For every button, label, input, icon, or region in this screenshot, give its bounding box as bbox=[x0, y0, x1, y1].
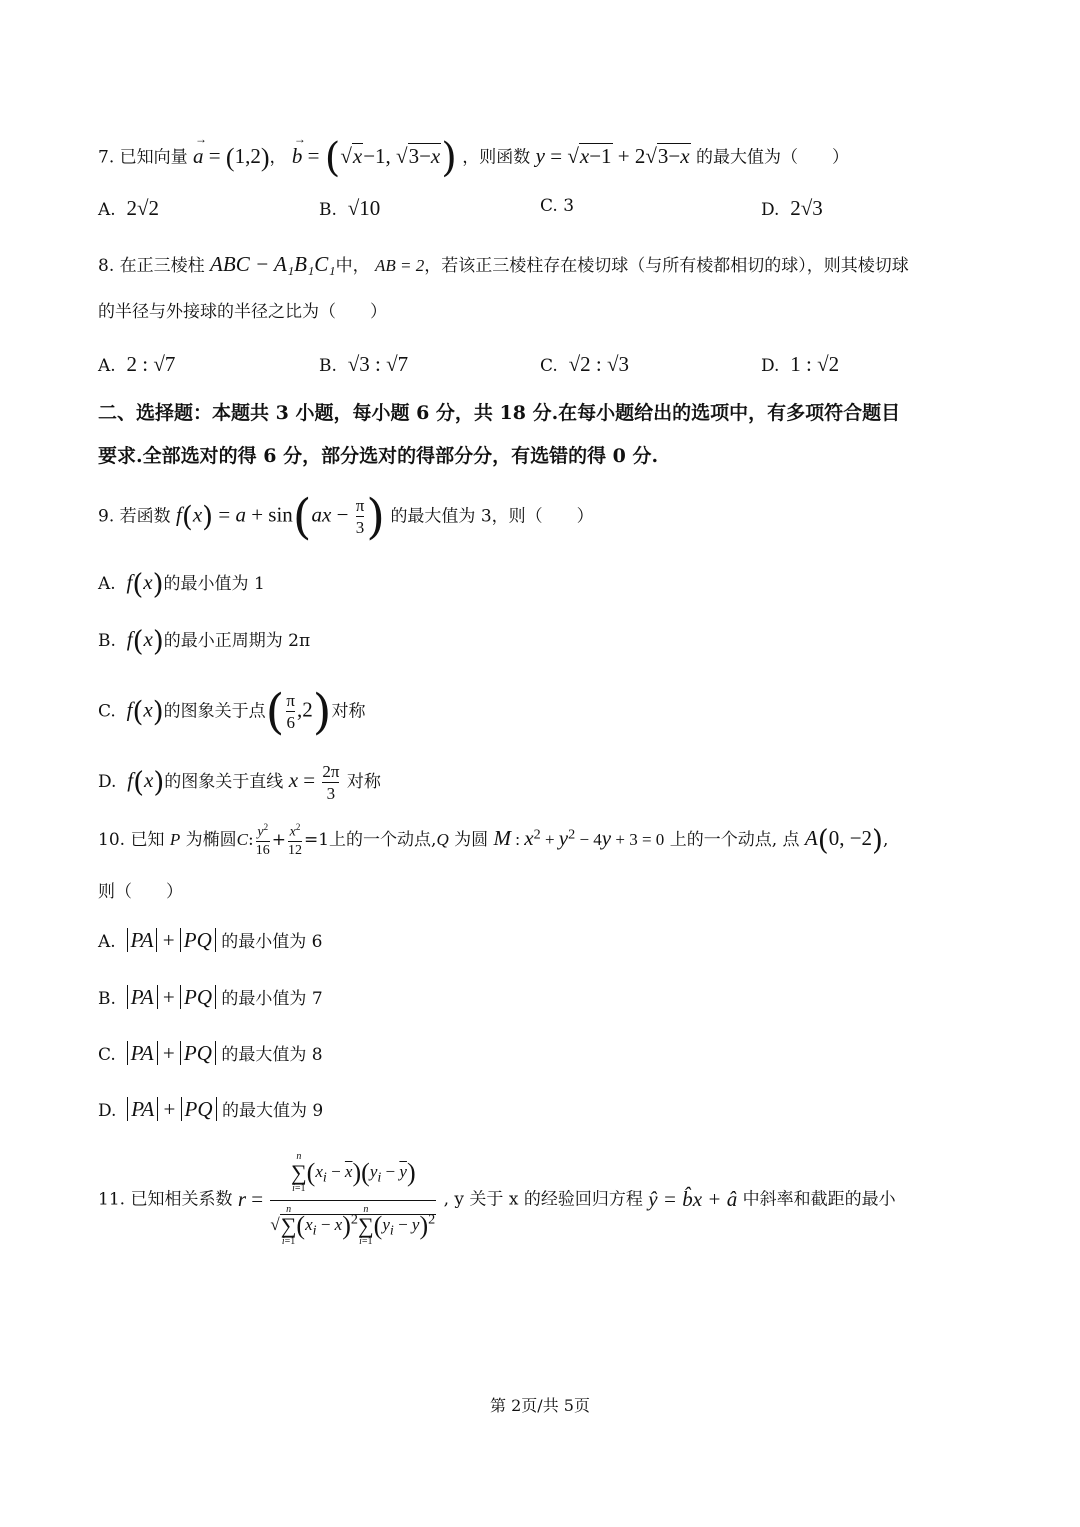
question-text: 为圆 bbox=[454, 829, 489, 850]
q9-option-b[interactable]: B. f(x)的最小正周期为 2π bbox=[98, 624, 311, 658]
question-number: 8. bbox=[98, 256, 115, 276]
option-value: 2√2 bbox=[126, 196, 160, 220]
option-text: 的最大值为 9 bbox=[221, 1101, 324, 1121]
q10-option-a[interactable]: A. PA + PQ 的最小值为 6 bbox=[98, 928, 323, 952]
option-label: B. bbox=[319, 356, 337, 376]
question-text: 的最大值为（ ） bbox=[696, 147, 849, 168]
option-value: √2 : √3 bbox=[568, 352, 630, 376]
question-text: 中斜率和截距的最小 bbox=[742, 1189, 896, 1210]
option-value: 2 : √7 bbox=[126, 352, 176, 376]
question-text: 若函数 bbox=[119, 506, 171, 527]
edge-length: AB = 2 bbox=[374, 256, 425, 275]
option-label: C. bbox=[98, 701, 116, 722]
question-text: 则（ ） bbox=[98, 882, 183, 902]
option-label: A. bbox=[98, 356, 116, 376]
question-8-line-2 bbox=[98, 302, 387, 322]
question-text: 已知向量 bbox=[119, 147, 188, 168]
q7-option-d[interactable] bbox=[761, 196, 823, 221]
option-label: B. bbox=[319, 200, 337, 220]
question-text: 中， bbox=[335, 256, 370, 276]
question-text: ，若该正三棱柱存在棱切球（与所有棱都相切的球），则其棱切球 bbox=[424, 256, 909, 276]
option-value: 3 bbox=[563, 196, 575, 216]
option-text: 的图象关于直线 bbox=[164, 772, 284, 793]
option-value: 1 : √2 bbox=[790, 352, 840, 376]
correlation-formula: n ∑ i=1 $(x_i - \overline{x})(y_i - \overline{y})$ √ n ∑ i=1 $(x_i - \overline{x})^2$ n ∑ i=1 $(y_i - \overline{y})^2$ bbox=[270, 1151, 436, 1247]
option-text: 的最小正周期为 2π bbox=[163, 631, 311, 651]
vector-a: a → bbox=[193, 131, 208, 168]
option-label: C. bbox=[540, 356, 558, 376]
option-text: 的图象关于点 bbox=[163, 701, 266, 722]
q7-option-c[interactable] bbox=[540, 196, 574, 216]
option-label: A. bbox=[98, 574, 116, 594]
q10-option-d[interactable]: D. PA + PQ 的最大值为 9 bbox=[98, 1097, 324, 1121]
option-text: 的最小值为 7 bbox=[221, 989, 323, 1009]
question-10: 10. 已知 P 为椭圆C: $\frac{y^2}{16}$ + $\frac{x^2}{12}$ =1上的一个动点,Q 为圆 M : $x^2 + y^2 - 4y + 3 = 0$ 上的一个动点, 点 A(0, −2), bbox=[98, 822, 889, 858]
option-text: 的最小值为 6 bbox=[221, 932, 323, 952]
question-8 bbox=[98, 252, 909, 277]
question-text: 上的一个动点, 点 bbox=[669, 829, 800, 850]
option-value: 2√3 bbox=[790, 196, 823, 220]
question-10-line-2 bbox=[98, 882, 183, 902]
option-text: 对称 bbox=[331, 701, 366, 722]
option-label: D. bbox=[761, 356, 780, 376]
question-text: 的半径与外接球的半径之比为（ ） bbox=[98, 302, 387, 322]
q8-option-d[interactable] bbox=[761, 352, 839, 377]
q9-option-c[interactable]: C. f(x)的图象关于点( $\frac{\pi}{6}$ ,2)对称 bbox=[98, 684, 366, 740]
prism-name: ABC − A₁B₁C₁ bbox=[210, 252, 336, 276]
q7-option-b[interactable] bbox=[319, 196, 380, 221]
question-text: 上的一个动点, bbox=[329, 829, 437, 850]
option-text: 对称 bbox=[346, 772, 381, 793]
question-number: 7. bbox=[98, 147, 115, 168]
option-label: D. bbox=[761, 200, 780, 220]
option-label: B. bbox=[98, 989, 116, 1009]
option-label: D. bbox=[98, 772, 117, 793]
question-number: 10. bbox=[98, 829, 126, 850]
question-number: 9. bbox=[98, 506, 115, 527]
question-text: 为椭圆 bbox=[185, 829, 237, 850]
q9-option-a[interactable]: A. f(x)的最小值为 1 bbox=[98, 567, 265, 601]
q8-option-c[interactable] bbox=[540, 352, 629, 377]
question-text: ，则函数 bbox=[462, 147, 531, 168]
option-label: C. bbox=[98, 1045, 116, 1065]
option-label: A. bbox=[98, 200, 116, 220]
q8-option-a[interactable] bbox=[98, 352, 175, 377]
question-text: 的最大值为 3，则（ ） bbox=[390, 506, 594, 527]
q7-option-a[interactable] bbox=[98, 196, 159, 221]
option-value: √10 bbox=[347, 196, 381, 220]
q10-option-b[interactable]: B. PA + PQ 的最小值为 7 bbox=[98, 985, 323, 1009]
question-text: 在正三棱柱 bbox=[119, 256, 205, 276]
q8-option-b[interactable] bbox=[319, 352, 408, 377]
option-label: D. bbox=[98, 1101, 117, 1121]
page-footer: 第 2页/共 5页 bbox=[490, 1396, 590, 1415]
question-7: 7. 已知向量 a → = (1,2)， b → = (√x−1, √3−x) ，则函数 y = √x−1 + 2√3−x 的最大值为（ ） bbox=[98, 131, 849, 181]
question-text: 已知相关系数 bbox=[130, 1189, 233, 1210]
q10-option-c[interactable]: C. PA + PQ 的最大值为 8 bbox=[98, 1041, 323, 1065]
question-text: , y 关于 x 的经验回归方程 bbox=[443, 1189, 643, 1210]
question-11: 11. 已知相关系数 r = n ∑ i=1 $(x_i - \overline{x})(y_i - \overline{y})$ √ n ∑ i=1 $(x_i - \overline{x})^2$ n ∑ i=1 $(y_i - \overline{y})^2$ , y 关于 x 的经验回归方程 ŷ = b̂x + â 中斜率和截距的最小 bbox=[98, 1151, 896, 1247]
option-value: √3 : √7 bbox=[347, 352, 409, 376]
question-text: 已知 bbox=[130, 829, 165, 850]
q9-option-d[interactable]: D. f(x)的图象关于直线 x = $\frac{2\pi}{3}$ 对称 bbox=[98, 762, 381, 803]
question-9: 9. 若函数 f(x) = a + sin(ax − $\frac{\pi}{3}$ ) 的最大值为 3，则（ ） bbox=[98, 489, 594, 545]
question-number: 11. bbox=[98, 1189, 126, 1210]
option-label: B. bbox=[98, 631, 116, 651]
section-heading-line-2: 要求.全部选对的得 6 分，部分选对的得部分分，有选错的得 0 分. bbox=[98, 445, 659, 467]
vector-a-value: (1,2) bbox=[225, 142, 270, 172]
option-label: A. bbox=[98, 932, 116, 952]
vector-b: b → bbox=[291, 131, 306, 168]
option-text: 的最小值为 1 bbox=[163, 574, 265, 594]
option-label: C. bbox=[540, 196, 558, 216]
section-heading: 二、选择题：本题共 3 小题，每小题 6 分，共 18 分.在每小题给出的选项中，有多项符合题目 bbox=[98, 402, 901, 424]
option-text: 的最大值为 8 bbox=[221, 1045, 323, 1065]
